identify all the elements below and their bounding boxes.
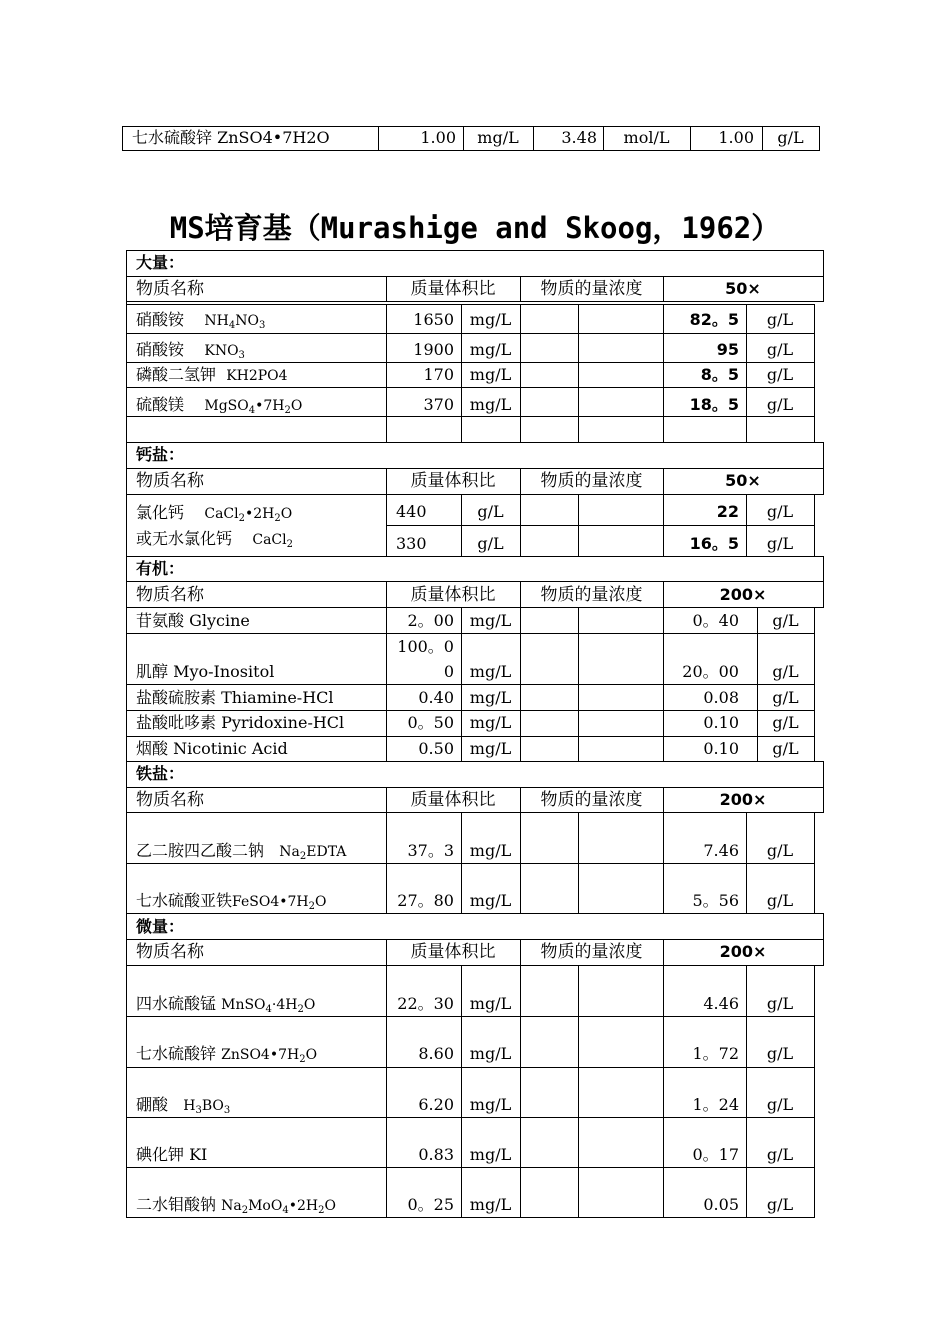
row-stock-unit: g/L: [766, 502, 794, 521]
row-name: 硝酸铵 $NH_4NO_3$: [136, 310, 266, 331]
row-stock-unit: g/L: [766, 340, 794, 359]
row-stock-unit: g/L: [772, 739, 799, 758]
row-stock-unit: g/L: [766, 891, 794, 910]
row-mass-unit: mg/L: [469, 1095, 512, 1114]
row-name: 盐酸吡哆素 Pyridoxine-HCl: [136, 713, 345, 732]
top-row-conc: 3.48: [561, 128, 597, 147]
top-row-name: 七水硫酸锌 ZnSO4•7H2O: [132, 128, 330, 147]
row-stock-unit: g/L: [772, 688, 799, 707]
row-mass: 6.20: [418, 1095, 454, 1114]
header-mass: 质量体积比: [410, 585, 496, 605]
row-stock: 20。00: [682, 662, 739, 681]
row-stock-unit: g/L: [766, 1044, 794, 1063]
row-name: 乙二胺四乙酸二钠 $Na_2EDTA$: [136, 841, 347, 862]
top-row-stock-unit: g/L: [777, 128, 804, 147]
header-conc: 物质的量浓度: [540, 279, 643, 299]
row-mass: 330: [396, 534, 427, 553]
row-mass: 0.50: [418, 739, 454, 758]
row-mass: 0。25: [407, 1195, 454, 1214]
row-mass: 440: [396, 502, 427, 521]
row-stock: 1。24: [692, 1095, 739, 1114]
row-mass: 0.83: [418, 1145, 454, 1164]
row-mass-unit: mg/L: [469, 739, 512, 758]
row-name: 七水硫酸锌 $ZnSO4•7H_2O$: [136, 1044, 318, 1065]
row-mass-unit: mg/L: [469, 662, 512, 681]
header-name: 物质名称: [136, 585, 204, 605]
row-mass-line1: 100。0: [397, 637, 454, 656]
row-mass-unit: mg/L: [469, 310, 512, 329]
row-stock: 7.46: [703, 841, 739, 860]
top-row-mass: 1.00: [420, 128, 456, 147]
row-stock: 0.05: [703, 1195, 739, 1214]
header-multiplier: 50×: [725, 279, 761, 298]
row-stock-unit: g/L: [766, 994, 794, 1013]
header-multiplier: 50×: [725, 471, 761, 490]
row-mass: 0: [443, 662, 454, 681]
row-mass-unit: mg/L: [469, 1044, 512, 1063]
row-name: 硝酸铵 $KNO_3$: [136, 340, 245, 361]
row-stock: 22: [716, 502, 739, 521]
header-multiplier: 200×: [719, 942, 767, 961]
row-mass-unit: mg/L: [469, 611, 512, 630]
row-mass: 8.60: [418, 1044, 454, 1063]
row-mass: 370: [423, 395, 454, 414]
row-name: 四水硫酸锰 $MnSO_4\cdot 4H_2O$: [136, 994, 316, 1015]
header-mass: 质量体积比: [410, 471, 496, 491]
top-row-conc-unit: mol/L: [623, 128, 670, 147]
section-label: 有机：: [136, 559, 185, 578]
header-name: 物质名称: [136, 471, 204, 491]
row-name: 七水硫酸亚铁$FeSO4•7H_2O$: [136, 891, 327, 912]
header-multiplier: 200×: [719, 790, 767, 809]
row-stock-unit: g/L: [766, 1145, 794, 1164]
header-name: 物质名称: [136, 279, 204, 299]
row-name: 苷氨酸 Glycine: [136, 611, 250, 630]
row-mass: 1900: [413, 340, 454, 359]
row-name: 烟酸 Nicotinic Acid: [136, 739, 288, 758]
row-name: 硼酸 $H_3BO_3$: [136, 1095, 231, 1116]
row-mass-unit: mg/L: [469, 395, 512, 414]
row-mass-unit: g/L: [477, 534, 504, 553]
row-stock: 8。5: [700, 365, 739, 384]
header-multiplier: 200×: [719, 585, 767, 604]
row-name: 硫酸镁 $MgSO_4•7H_2O$: [136, 395, 303, 416]
row-name: 二水钼酸钠 $Na_2MoO_4•2H_2O$: [136, 1195, 336, 1216]
row-stock-unit: g/L: [766, 534, 794, 553]
row-stock-unit: g/L: [772, 713, 799, 732]
row-mass: 1650: [413, 310, 454, 329]
row-mass-unit: mg/L: [469, 994, 512, 1013]
section-label: 钙盐：: [136, 445, 185, 464]
row-name: 盐酸硫胺素 Thiamine-HCl: [136, 688, 334, 707]
header-name: 物质名称: [136, 942, 204, 962]
row-mass-unit: mg/L: [469, 713, 512, 732]
row-stock: 18。5: [689, 395, 739, 414]
row-stock: 0.10: [703, 713, 739, 732]
header-conc: 物质的量浓度: [540, 790, 643, 810]
row-mass: 2。00: [407, 611, 454, 630]
header-conc: 物质的量浓度: [540, 942, 643, 962]
header-name: 物质名称: [136, 790, 204, 810]
header-conc: 物质的量浓度: [540, 471, 643, 491]
row-stock: 0。17: [692, 1145, 739, 1164]
row-mass: 0。50: [407, 713, 454, 732]
row-name: 磷酸二氢钾 KH2PO4: [136, 365, 288, 384]
row-mass-unit: mg/L: [469, 340, 512, 359]
row-stock: 1。72: [692, 1044, 739, 1063]
row-stock-unit: g/L: [766, 310, 794, 329]
row-stock: 16。5: [689, 534, 739, 553]
row-mass-unit: mg/L: [469, 1195, 512, 1214]
row-mass: 170: [423, 365, 454, 384]
row-mass: 22。30: [397, 994, 454, 1013]
row-mass: 27。80: [397, 891, 454, 910]
row-stock-unit: g/L: [766, 841, 794, 860]
row-mass: 37。3: [407, 841, 454, 860]
row-stock: 0.08: [703, 688, 739, 707]
section-label: 铁盐：: [136, 764, 185, 783]
row-stock: 5。56: [692, 891, 739, 910]
header-conc: 物质的量浓度: [540, 585, 643, 605]
row-name: 肌醇 Myo-Inositol: [136, 662, 275, 681]
row-stock: 0.10: [703, 739, 739, 758]
row-stock-unit: g/L: [766, 1195, 794, 1214]
row-mass-unit: mg/L: [469, 891, 512, 910]
row-stock-unit: g/L: [766, 1095, 794, 1114]
row-stock-unit: g/L: [772, 662, 799, 681]
row-stock-unit: g/L: [766, 395, 794, 414]
row-stock-unit: g/L: [766, 365, 794, 384]
row-mass-unit: mg/L: [469, 688, 512, 707]
row-stock: 82。5: [689, 310, 739, 329]
row-mass: 0.40: [418, 688, 454, 707]
header-mass: 质量体积比: [410, 279, 496, 299]
header-mass: 质量体积比: [410, 790, 496, 810]
top-row-mass-unit: mg/L: [477, 128, 519, 147]
row-stock: 95: [716, 340, 739, 359]
section-label: 大量：: [136, 253, 185, 272]
top-row-stock: 1.00: [718, 128, 754, 147]
row-stock: 0。40: [692, 611, 739, 630]
row-mass-unit: mg/L: [469, 841, 512, 860]
row-mass-unit: mg/L: [469, 365, 512, 384]
row-name: 或无水氯化钙 CaCl$_2$: [136, 529, 293, 550]
section-label: 微量：: [136, 917, 185, 936]
row-stock: 4.46: [703, 994, 739, 1013]
page-title: MS培育基（Murashige and Skoog，1962）: [169, 211, 781, 245]
row-mass-unit: mg/L: [469, 1145, 512, 1164]
header-mass: 质量体积比: [410, 942, 496, 962]
row-name: 碘化钾 KI: [136, 1145, 208, 1164]
row-name: 氯化钙 $CaCl_2•2H_2O$: [136, 503, 293, 524]
row-mass-unit: g/L: [477, 502, 504, 521]
row-stock-unit: g/L: [772, 611, 799, 630]
